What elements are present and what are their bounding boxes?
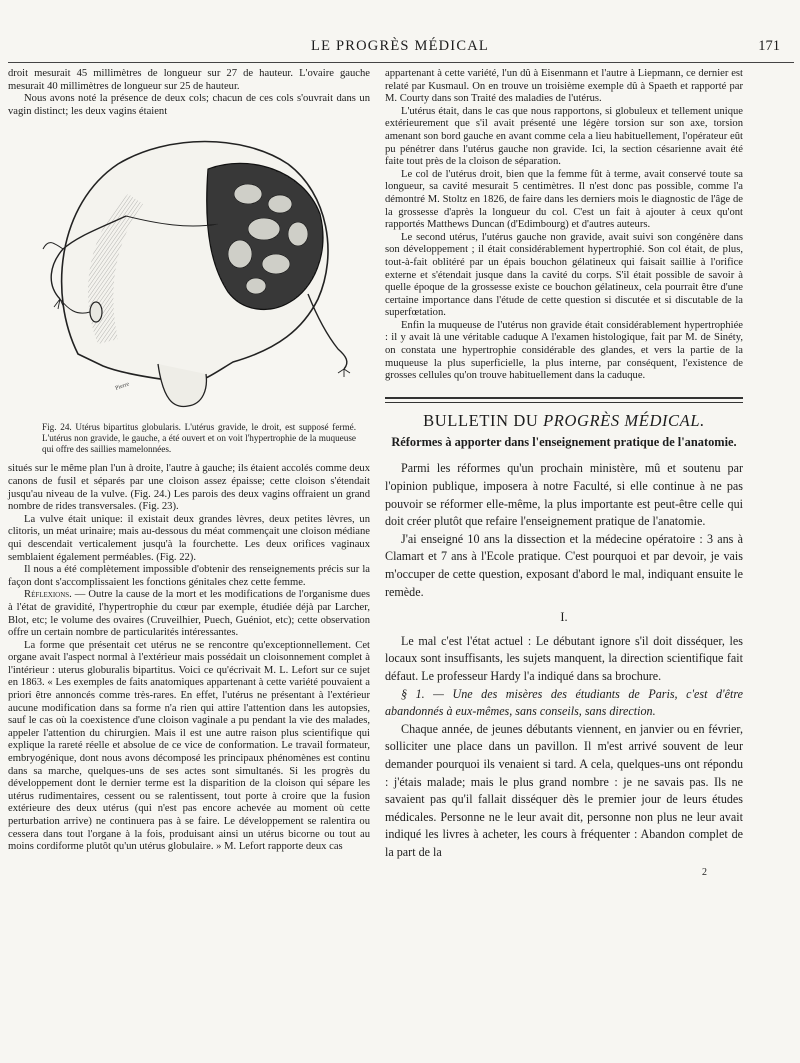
- right-column: [385, 68, 743, 881]
- paragraph: Parmi les réformes qu'un prochain ministère, mû et soutenu par l'opinion publique, imposera à notre Faculté, si elle continue à ne pas pouvoir se réformer elle-même, la plus importante est peut-être celle qui doit créer plutôt que refaire l'enseignement pratique de l'anatomie.: [385, 461, 743, 529]
- bulletin-title-prefix: BULLETIN DU: [423, 410, 544, 430]
- bulletin-body: [385, 460, 743, 881]
- reflexions-paragraph: [8, 589, 370, 639]
- article-title: Réformes à apporter dans l'enseignement pratique de l'anatomie.: [391, 435, 737, 450]
- paragraph: appartenant à cette variété, l'un dû à Eisenmann et l'autre à Liepmann, ce dernier est relaté par Kusmaul. On en trouve un troisième exemple dû à Spaeth et rapporté par M. Courty dans son Traité des maladies de l'utérus.: [385, 68, 743, 105]
- paragraph: Le col de l'utérus droit, bien que la femme fût à terme, avait conservé toute sa longueur, sa cavité mesurait 5 centimètres. Il n'est donc pas possible, comme l'a démontré M. Stoltz en 1826, de faire dans les derniers mois le diagnostic de l'âge de la grossesse d'après la longueur du col. C'est un fait à ajouter à ceux qu'ont rapportés Matthews Duncan (d'Edimbourg) et d'autres auteurs.: [385, 168, 743, 231]
- subsection-heading: [385, 686, 743, 721]
- header-rule: [8, 62, 794, 63]
- bulletin-title-italic: PROGRÈS MÉDICAL.: [543, 410, 705, 430]
- section-number: I.: [560, 610, 568, 625]
- running-header: [8, 38, 792, 60]
- figure-uterus-illustration: [8, 124, 370, 416]
- paragraph: La forme que présentait cet utérus ne se rencontre qu'exceptionnellement. Cet organe avait l'aspect normal à l'extérieur mais possédait un cloisonnement complet à l'intérieur : uterus globuralis bipartitus. Voici ce qu'écrivait M. L. Lefort sur ce sujet en 1863. « Les exemples de faits anatomiques appartenant à cette variété pouvaient a priori être annoncés comme très-rares. En effet, l'utérus ne présentant à l'extérieur aucune modification dans sa forme n'a rien qui attire l'attention dans les autopsies, sauf le cas où la coexistence d'une cloison vaginale a pu pendant la vie des malades, appeler l'attention du chirurgien. Mais il est une autre raison plus scientifique qui explique la rareté réelle et absolue de ce vice de conformation. Le travail formateur, embryogénique, dont nous avons décomposé les principaux phénomènes est continu dans sa marche, quelques-uns de ses actes sont simultanés. Si les progrès du développement dont le dernier terme est la disparition de la cloison qui sépare les utérus rudimentaires, cessent ou se ralentissent, tout porte à croire que la fusion extérieure des deux utérus (qui n'est pas encore achevée au moment où cette perturbation arrive) ne continuera pas à se faire. Le développement se ralentira ou cessera dans tout l'organe à la fois, produisant ainsi un utérus bicorne ou tout au moins cordiforme plutôt qu'un utérus globulaire. » M. Lefort rapporte deux cas: [8, 639, 370, 853]
- section-divider: [385, 397, 743, 403]
- signature-mark: 2: [702, 866, 707, 878]
- uterus-engraving: [8, 124, 370, 416]
- paragraph: Nous avons noté la présence de deux cols; chacun de ces cols s'ouvrait dans un vagin distinct; les deux vagins étaient: [8, 93, 370, 117]
- paragraph: Il nous a été complètement impossible d'obtenir des renseignements précis sur la façon dont s'accomplissaient les fonctions génitales chez cette femme.: [8, 564, 370, 588]
- left-ovary: [90, 302, 102, 322]
- paragraph: Le second utérus, l'utérus gauche non gravide, avait suivi son congénère dans son développement ; il était considérablement hypertrophié. Son col était, de plus, tout-à-fait oblitéré par un épais bouchon gélatineux qui faisait saillie à l'orifice externe et s'étendait jusque dans la cavité du corps. S'il était possible de savoir à quelle époque de la grossesse existe ce bouchon gélatineux, cela pourrait être d'une certaine importance dans l'étude de cette question si discutée et si discutable de la superfœtation.: [385, 231, 743, 319]
- reflexions-lead: Réflexions.: [24, 589, 72, 601]
- paragraph: L'utérus était, dans le cas que nous rapportons, si globuleux et tellement unique extérieurement que s'il avait présenté une légère torsion sur son axe, torsion amenant son bord gauche en avant comme cela a lieu habituellement, l'opérateur eût pu pénétrer dans l'utérus gauche non gravide. Ici, la section césarienne avait été faite tout près de la cloison de séparation.: [385, 105, 743, 168]
- paragraph: Chaque année, de jeunes débutants viennent, en janvier ou en février, solliciter une place dans un pavillon. Il m'est arrivé souvent de leur demander pourquoi ils venaient si tard. A cela, quelques-uns ont répondu : j'étais malade; mais le plus grand nombre : je ne savais pas. Ils ne savaient pas qu'il fallait disséquer dès le premier jour de leurs études médicales. Personne ne le leur avait dit, personne non plus ne leur avait indiqué les livres à acheter, les cours à fréquenter : Abandon complet de la part de la: [385, 721, 743, 859]
- bulletin-title: [385, 410, 743, 430]
- artist-mark: Pierre: [114, 381, 131, 393]
- paragraph: J'ai enseigné 10 ans la dissection et la médecine opératoire : 3 ans à Clamart et 7 ans à l'Ecole pratique. C'est pourquoi et par devoir, je vais m'occuper de cette question, exposant d'abord le mal, indiquant ensuite le remède.: [385, 531, 743, 599]
- paragraph: droit mesurait 45 millimètres de longueur sur 27 de hauteur. L'ovaire gauche mesurait 40 millimètres de longueur sur 25 de hauteur.: [8, 68, 370, 92]
- paragraph: situés sur le même plan l'un à droite, l'autre à gauche; ils étaient accolés comme deux canons de fusil et séparés par une cloison assez épaisse; cette cloison s'étendait jusqu'au niveau de la vulve. (Fig. 24.) Les parois des deux vagins offraient un grand nombre de rides transversales. (Fig. 23).: [8, 463, 370, 513]
- paragraph: La vulve était unique: il existait deux grandes lèvres, deux petites lèvres, un clitoris, un méat urinaire; mais au-dessous du méat commençait une cloison médiane qui descendait verticalement jusqu'à la fourchette. Les deux orifices vaginaux semblaient également perméables. (Fig. 22).: [8, 513, 370, 563]
- page-number: 171: [758, 38, 780, 54]
- paragraph: Le mal c'est l'état actuel : Le débutant ignore s'il doit disséquer, les locaux sont insuffisants, les sujets manquent, la direction scientifique fait défaut. Le professeur Hardy l'a indiqué dans sa brochure.: [385, 633, 743, 683]
- subsection-heading-text: § 1. — Une des misères des étudiants de Paris, c'est d'être abandonnés à eux-mêmes, sans conseils, sans direction.: [385, 686, 743, 719]
- figure-caption: Fig. 24. Utérus bipartitus globularis. L'utérus gravide, le droit, est supposé fermé. L'utérus non gravide, le gauche, a été ouvert et on voit l'hypertrophie de la muqueuse qui offre des saillies mamelonnées.: [42, 422, 356, 455]
- paragraph: Enfin la muqueuse de l'utérus non gravide était considérablement hypertrophiée : il y avait là une véritable caduque A l'examen histologique, fait par M. de Sinéty, on constata une hypertrophie considérable des glandes, et vers la partie de la muqueuse la plus superficielle, la plus interne, par conséquent, l'existence de grosses cellules qu'on trouve habituellement dans la caduque.: [385, 319, 743, 382]
- journal-title: LE PROGRÈS MÉDICAL: [311, 38, 489, 54]
- left-column: [8, 68, 370, 854]
- reflexions-text: — Outre la cause de la mort et les modifications de l'organisme dues à l'état de gravidité, l'hypertrophie du cœur par exemple, étudiée déjà par Larcher, Blot, etc; le volume des ovaires (Cruveilhier, Puech, Guéniot, etc); cette observation offre un certain nombre de particularités intéressantes.: [8, 589, 370, 639]
